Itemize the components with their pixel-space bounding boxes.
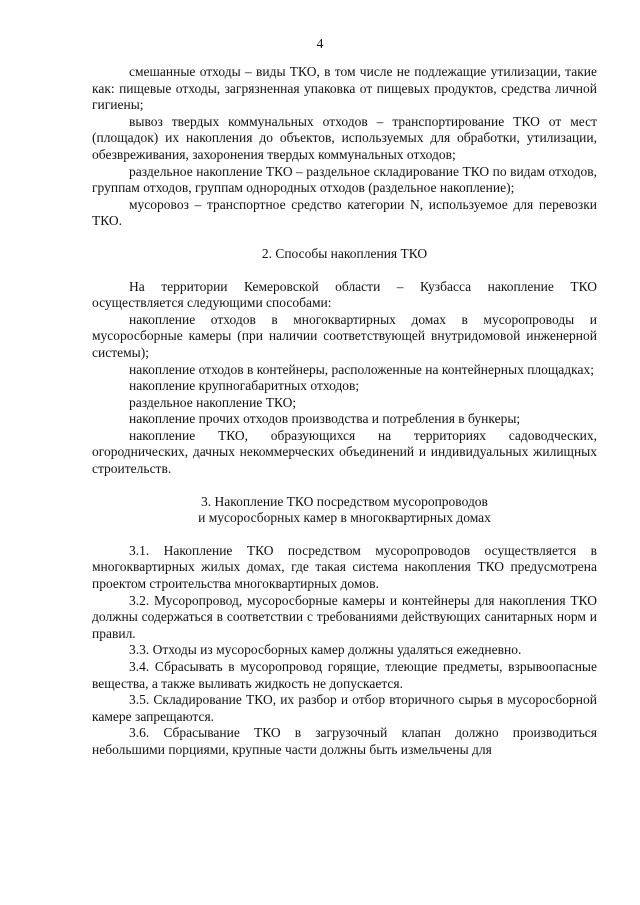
section-3-heading	[92, 494, 597, 527]
section-3-paragraph: 3.3. Отходы из мусоросборных камер должны удаляться ежедневно.	[129, 642, 522, 658]
section-3-paragraph: 3.4. Сбрасывать в мусоропровод горящие, тлеющие предметы, взрывоопасные вещества, а также выливать жидкость не допускается.	[92, 659, 597, 691]
document-body	[92, 64, 597, 759]
section-2-paragraph: накопление отходов в контейнеры, расположенные на контейнерных площадках;	[129, 361, 595, 377]
definition-paragraph: вывоз твердых коммунальных отходов – транспортирование ТКО от мест (площадок) их накопления до объектов, используемых для обработки, утилизации, обезвреживания, захоронения твердых коммунальных отходов;	[92, 113, 597, 162]
section-2-paragraph: накопление отходов в многоквартирных домах в мусоропроводы и мусоросборные камеры (при наличии соответствующей внутридомовой инженерной системы);	[92, 311, 597, 360]
section-3-paragraph: 3.6. Сбрасывание ТКО в загрузочный клапан должно производиться небольшими порциями, крупные части должны быть измельчены для	[92, 725, 597, 757]
section-2-paragraph: накопление крупногабаритных отходов;	[129, 378, 360, 394]
section-2-paragraph: раздельное накопление ТКО;	[129, 394, 297, 410]
section-3-paragraph: 3.1. Накопление ТКО посредством мусоропроводов осуществляется в многоквартирных жилых домах, где такая система накопления ТКО предусмотрена проектом строительства многоквартирных домов.	[92, 542, 597, 592]
definition-paragraph: смешанные отходы – виды ТКО, в том числе не подлежащие утилизации, такие как: пищевые отходы, загрязненная упаковка от пищевых продуктов, средства личной гигиены;	[92, 64, 597, 113]
section-2-paragraph: На территории Кемеровской области – Кузбасса накопление ТКО осуществляется следующими способами:	[92, 278, 597, 311]
section-2-paragraph: накопление ТКО, образующихся на территориях садоводческих, огороднических, дачных некоммерческих объединений и индивидуальных жилищных строительств.	[92, 427, 597, 477]
page-number: 4	[316, 36, 324, 51]
section-2-body	[92, 279, 597, 478]
section-3-paragraph: 3.5. Складирование ТКО, их разбор и отбор вторичного сырья в мусоросборной камере запрещаются.	[92, 692, 597, 724]
section-2-heading: 2. Способы накопления ТКО	[261, 245, 428, 261]
section-2-paragraph: накопление прочих отходов производства и потребления в бункеры;	[129, 411, 521, 427]
definition-paragraph: раздельное накопление ТКО – раздельное складирование ТКО по видам отходов, группам отходов, группам однородных отходов (раздельное накопление);	[92, 163, 597, 196]
section-3-heading-line-2: и мусоросборных камер в многоквартирных домах	[198, 510, 491, 526]
section-3-body	[92, 543, 597, 759]
section-3-paragraph: 3.2. Мусоропровод, мусоросборные камеры и контейнеры для накопления ТКО должны содержаться в соответствии с требованиями действующих санитарных норм и правил.	[92, 592, 597, 641]
definition-paragraph: мусоровоз – транспортное средство категории N, используемое для перевозки ТКО.	[92, 196, 597, 229]
section-3-heading-line-1: 3. Накопление ТКО посредством мусоропроводов	[201, 493, 488, 509]
